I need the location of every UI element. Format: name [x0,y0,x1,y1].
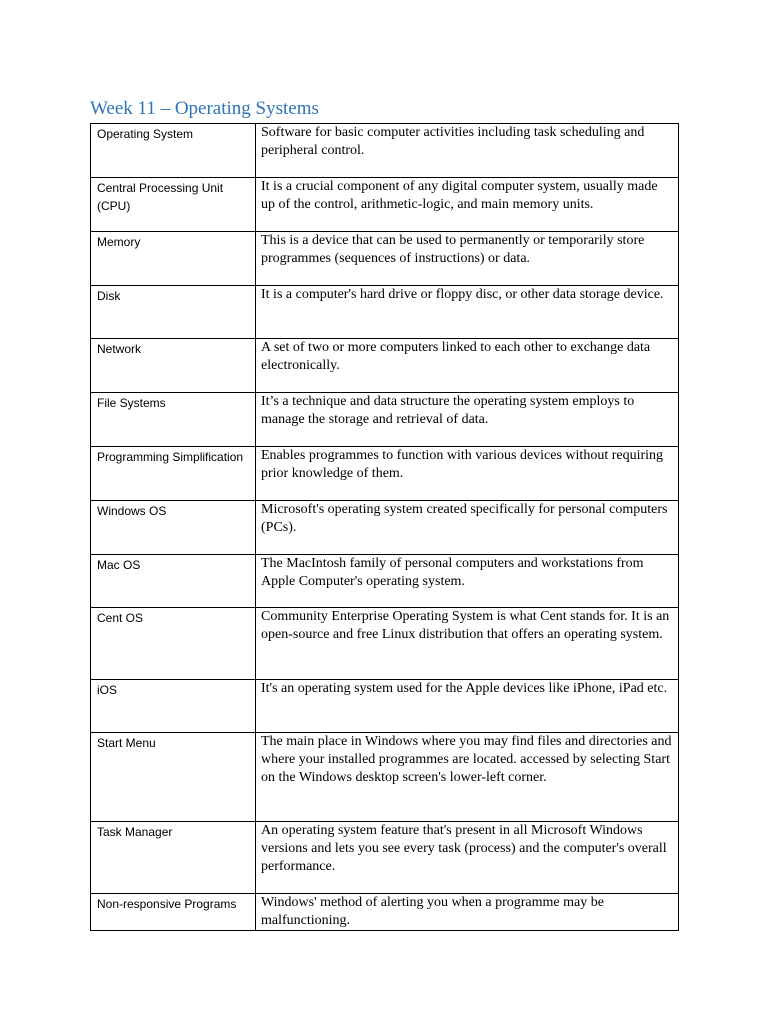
term-cell: Operating System [91,124,256,178]
page-title: Week 11 – Operating Systems [90,98,319,119]
term-cell: Memory [91,232,256,286]
term-cell: iOS [91,680,256,733]
definition-cell: It’s a technique and data structure the operating system employs to manage the storage and retrieval of data. [256,393,679,447]
table-row [91,232,679,286]
table-row [91,894,679,931]
term-cell: Programming Simplification [91,447,256,501]
definition-cell: It's an operating system used for the Apple devices like iPhone, iPad etc. [256,680,679,733]
definition-cell: An operating system feature that's present in all Microsoft Windows versions and lets you see every task (process) and the computer's overall performance. [256,822,679,894]
term-cell: Cent OS [91,608,256,680]
glossary-table [90,123,679,931]
term-cell: Non-responsive Programs [91,894,256,931]
definition-cell: It is a computer's hard drive or floppy disc, or other data storage device. [256,286,679,339]
term-cell: Network [91,339,256,393]
term-cell: Task Manager [91,822,256,894]
definition-cell: It is a crucial component of any digital computer system, usually made up of the control, arithmetic-logic, and main memory units. [256,178,679,232]
definition-cell: Windows' method of alerting you when a programme may be malfunctioning. [256,894,679,931]
definition-cell: Software for basic computer activities including task scheduling and peripheral control. [256,124,679,178]
definition-cell: Enables programmes to function with various devices without requiring prior knowledge of them. [256,447,679,501]
term-cell: Central Processing Unit (CPU) [91,178,256,232]
term-cell: File Systems [91,393,256,447]
term-cell: Windows OS [91,501,256,555]
term-cell: Mac OS [91,555,256,608]
term-cell: Disk [91,286,256,339]
definition-cell: The main place in Windows where you may find files and directories and where your installed programmes are located. accessed by selecting Start on the Windows desktop screen's lower-left corner. [256,733,679,822]
table-row [91,124,679,178]
definition-cell: The MacIntosh family of personal computers and workstations from Apple Computer's operating system. [256,555,679,608]
table-row [91,286,679,339]
table-row [91,339,679,393]
definition-cell: A set of two or more computers linked to each other to exchange data electronically. [256,339,679,393]
term-cell: Start Menu [91,733,256,822]
table-row [91,822,679,894]
table-row [91,608,679,680]
table-row [91,393,679,447]
definition-cell: This is a device that can be used to permanently or temporarily store programmes (sequences of instructions) or data. [256,232,679,286]
table-row [91,733,679,822]
definition-cell: Community Enterprise Operating System is what Cent stands for. It is an open-source and free Linux distribution that offers an operating system. [256,608,679,680]
table-row [91,447,679,501]
definition-cell: Microsoft's operating system created specifically for personal computers (PCs). [256,501,679,555]
table-row [91,178,679,232]
table-row [91,501,679,555]
table-row [91,555,679,608]
table-row [91,680,679,733]
